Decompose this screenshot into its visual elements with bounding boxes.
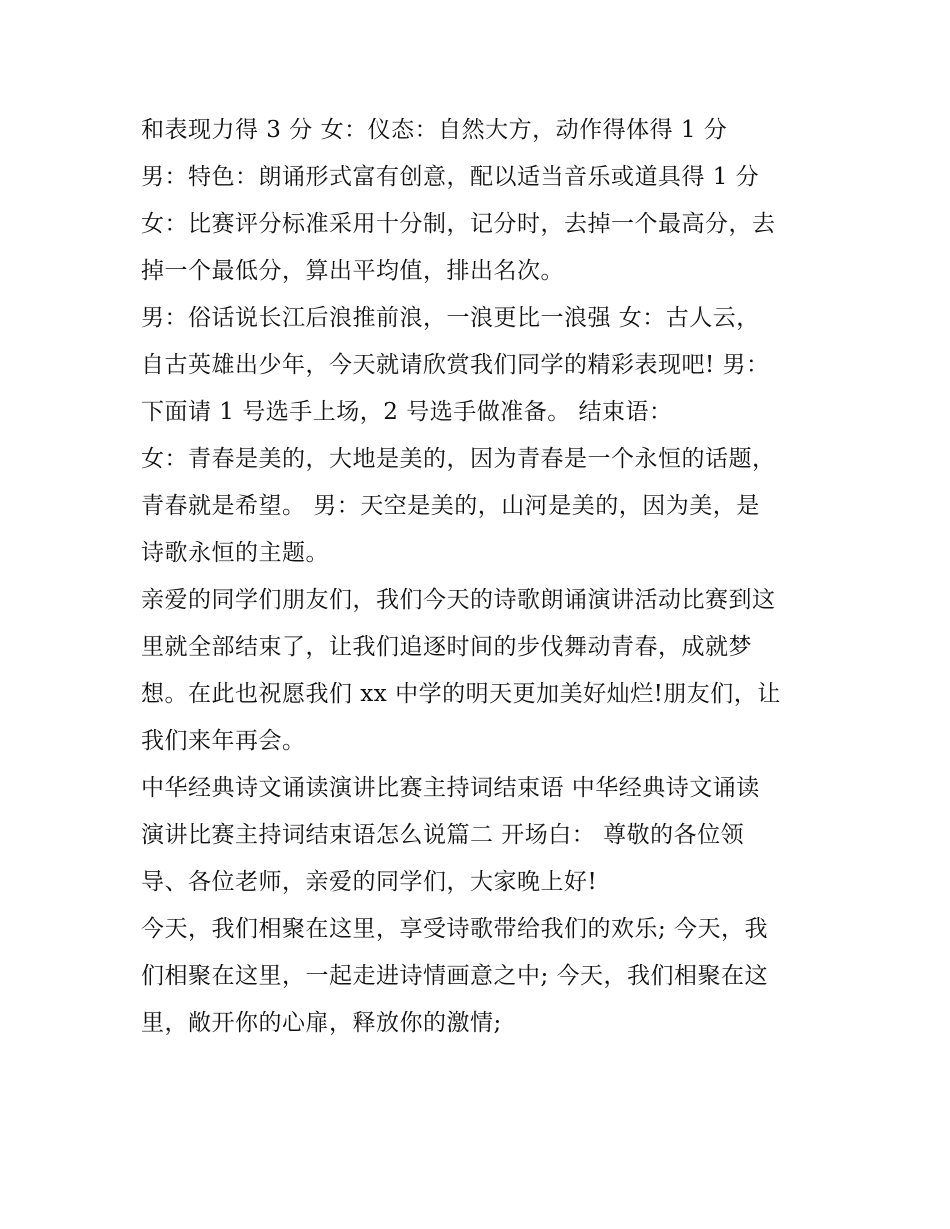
text-line: 亲爱的同学们朋友们，我们今天的诗歌朗诵演讲活动比赛到这 [141, 587, 776, 613]
text-line: 导、各位老师，亲爱的同学们，大家晚上好! [141, 869, 598, 895]
text-line: 下面请 1 号选手上场，2 号选手做准备。 结束语： [141, 399, 673, 425]
text-line: 自古英雄出少年，今天就请欣赏我们同学的精彩表现吧! 男： [141, 352, 770, 378]
text-line: 里就全部结束了，让我们追逐时间的步伐舞动青春，成就梦 [141, 634, 752, 660]
text-line: 诗歌永恒的主题。 [141, 540, 329, 566]
text-line: 男：特色：朗诵形式富有创意，配以适当音乐或道具得 1 分 [141, 164, 760, 190]
text-line: 我们来年再会。 [141, 728, 306, 754]
text-line: 掉一个最低分，算出平均值，排出名次。 [141, 258, 564, 284]
body-text [141, 110, 821, 1050]
text-line: 演讲比赛主持词结束语怎么说篇二 开场白： 尊敬的各位领 [141, 822, 745, 848]
text-line: 男：俗话说长江后浪推前浪，一浪更比一浪强 女：古人云， [141, 305, 760, 331]
text-line: 里，敞开你的心扉，释放你的激情; [141, 1010, 502, 1036]
text-line: 想。在此也祝愿我们 xx 中学的明天更加美好灿烂!朋友们，让 [141, 681, 781, 707]
text-line: 女：比赛评分标准采用十分制，记分时，去掉一个最高分，去 [141, 211, 776, 237]
text-line: 青春就是希望。 男：天空是美的，山河是美的，因为美，是 [141, 493, 760, 519]
text-line: 女：青春是美的，大地是美的，因为青春是一个永恒的话题， [141, 446, 776, 472]
text-line: 和表现力得 3 分 女：仪态：自然大方，动作得体得 1 分 [141, 117, 728, 143]
text-line: 们相聚在这里，一起走进诗情画意之中; 今天，我们相聚在这 [141, 963, 769, 989]
text-line: 中华经典诗文诵读演讲比赛主持词结束语 中华经典诗文诵读 [141, 775, 760, 801]
text-line: 今天，我们相聚在这里，享受诗歌带给我们的欢乐; 今天，我 [141, 916, 769, 942]
